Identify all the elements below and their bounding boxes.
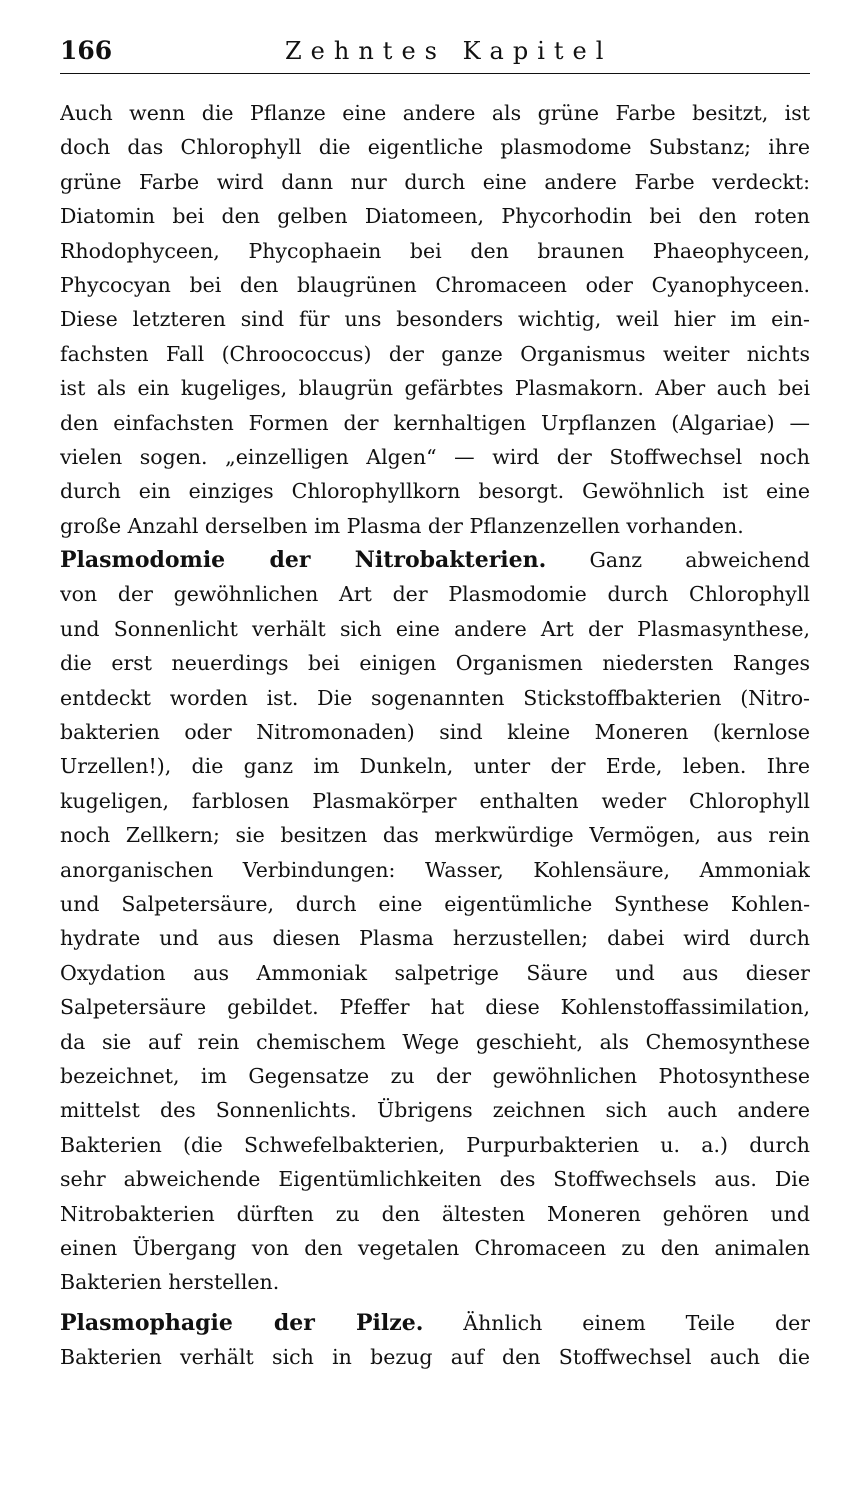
page-number: 166 (60, 36, 113, 65)
section-first-line (60, 543, 810, 577)
text-line: Urzellen!), die ganz im Dunkeln, unter der Erde, leben. Ihre (60, 754, 810, 779)
text-line: bakterien oder Nitromonaden) sind kleine Moneren (kernlose (60, 720, 810, 745)
text-line: entdeckt worden ist. Die sogenannten Stickstoffbakterien (Nitro- (60, 685, 810, 710)
section-heading-nitrobakterien: Plasmodomie der Nitrobakterien. (60, 547, 547, 574)
text-line: durch ein einziges Chlorophyllkorn besorgt. Gewöhnlich ist eine (60, 479, 810, 504)
text-line: fachsten Fall (Chroococcus) der ganze Organismus weiter nichts (60, 341, 810, 366)
text-line: von der gewöhnlichen Art der Plasmodomie durch Chlorophyll (60, 582, 810, 607)
text-line: den einfachsten Formen der kernhaltigen Urpflanzen (Algariae) — (60, 410, 810, 435)
text-line: hydrate und aus diesen Plasma herzustellen; dabei wird durch (60, 926, 810, 951)
text-line: anorganischen Verbindungen: Wasser, Kohlensäure, Ammoniak (60, 857, 810, 882)
text-line: bezeichnet, im Gegensatze zu der gewöhnlichen Photosynthese (60, 1063, 810, 1088)
text-line: einen Übergang von den vegetalen Chromaceen zu den animalen (60, 1235, 810, 1260)
text-line: Bakterien (die Schwefelbakterien, Purpurbakterien u. a.) durch (60, 1132, 810, 1157)
text-line: Diese letzteren sind für uns besonders wichtig, weil hier im ein- (60, 307, 810, 332)
text-line: Phycocyan bei den blaugrünen Chromaceen oder Cyanophyceen. (60, 272, 810, 297)
page-header (60, 34, 810, 74)
text-line: kugeligen, farblosen Plasmakörper enthalten weder Chlorophyll (60, 788, 810, 813)
text-line: große Anzahl derselben im Plasma der Pflanzenzellen vorhanden. (60, 513, 744, 538)
paragraph-nitrobakterien (60, 543, 810, 1300)
paragraph-chlorophyll (60, 96, 810, 543)
text-line: mittelst des Sonnenlichts. Übrigens zeichnen sich auch andere (60, 1098, 810, 1123)
text-line: grüne Farbe wird dann nur durch eine andere Farbe verdeckt: (60, 169, 810, 194)
section-first-line (60, 1306, 810, 1340)
section-first-line-text: Ähnlich einem Teile der (463, 1310, 810, 1335)
section-first-line-text: Ganz abweichend (589, 548, 810, 573)
text-line: Salpetersäure gebildet. Pfeffer hat diese Kohlenstoffassimilation, (60, 995, 810, 1020)
text-line: Bakterien herstellen. (60, 1270, 280, 1295)
text-line: Oxydation aus Ammoniak salpetrige Säure und aus dieser (60, 960, 810, 985)
text-line: die erst neuerdings bei einigen Organismen niedersten Ranges (60, 651, 810, 676)
text-line: ist als ein kugeliges, blaugrün gefärbtes Plasmakorn. Aber auch bei (60, 376, 810, 401)
text-line: Nitrobakterien dürften zu den ältesten Moneren gehören und (60, 1201, 810, 1226)
section-heading-pilze: Plasmophagie der Pilze. (60, 1309, 424, 1336)
text-line: und Sonnenlicht verhält sich eine andere Art der Plasmasynthese, (60, 616, 810, 641)
body-text (60, 96, 810, 1374)
text-line: und Salpetersäure, durch eine eigentümliche Synthese Kohlen- (60, 891, 810, 916)
paragraph-pilze (60, 1306, 810, 1375)
text-line: Bakterien verhält sich in bezug auf den Stoffwechsel auch die (60, 1345, 810, 1370)
text-line: vielen sogen. „einzelligen Algen“ — wird der Stoffwechsel noch (60, 444, 810, 469)
header-rule (60, 73, 810, 74)
text-line: noch Zellkern; sie besitzen das merkwürdige Vermögen, aus rein (60, 823, 810, 848)
text-line: Rhodophyceen, Phycophaein bei den braunen Phaeophyceen, (60, 238, 810, 263)
text-line: sehr abweichende Eigentümlichkeiten des Stoffwechsels aus. Die (60, 1167, 810, 1192)
text-line: Auch wenn die Pflanze eine andere als grüne Farbe besitzt, ist (60, 101, 810, 125)
text-line: doch das Chlorophyll die eigentliche plasmodome Substanz; ihre (60, 135, 810, 160)
text-line: Diatomin bei den gelben Diatomeen, Phycorhodin bei den roten (60, 204, 810, 229)
text-line: da sie auf rein chemischem Wege geschieht, als Chemosynthese (60, 1029, 810, 1054)
running-head: Zehntes Kapitel (285, 37, 613, 65)
